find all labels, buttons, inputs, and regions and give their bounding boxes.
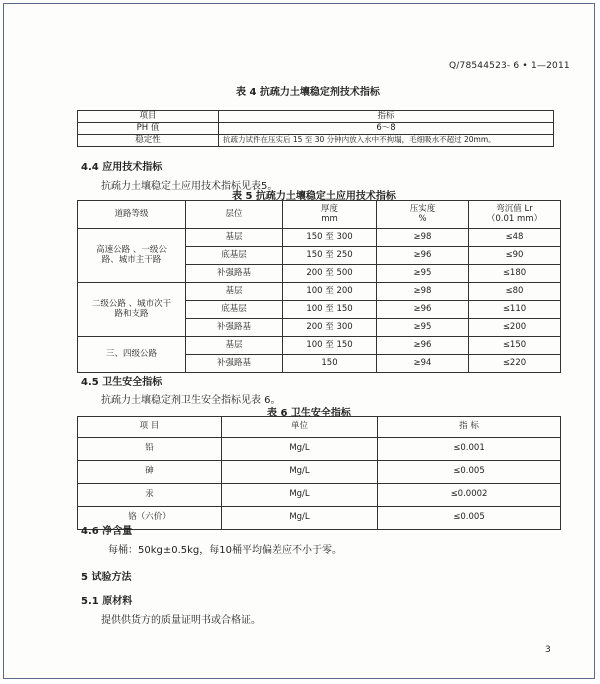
- section-4-5-text: 抗疏力土壤稳定剂卫生安全指标见表 6。: [101, 395, 281, 406]
- table-cell: 150 至 250: [283, 247, 377, 265]
- table-cell: 砷: [78, 461, 222, 484]
- table-cell: ≤110: [469, 301, 561, 319]
- table-cell: ≥98: [377, 229, 469, 247]
- section-4-4-text: 抗疏力土壤稳定土应用技术指标见表5。: [101, 181, 278, 192]
- table4-caption: 表 4 抗疏力土壤稳定剂技术指标: [236, 87, 380, 98]
- table-header-cell: 层位: [186, 201, 283, 229]
- table-row: [78, 135, 554, 147]
- table-header-cell: 项 目: [78, 417, 222, 438]
- table-header-cell: 道路等级: [78, 201, 186, 229]
- road-grade-cell: 三、四级公路: [78, 337, 186, 373]
- table-cell: Mg/L: [222, 507, 378, 530]
- table-cell: Mg/L: [222, 484, 378, 507]
- road-grade-cell: 二级公路 、城市次干路和支路: [78, 283, 186, 337]
- section-4-6-heading: 4.6 净含量: [81, 526, 133, 537]
- table-cell: 基层: [186, 229, 283, 247]
- table-cell: 铅: [78, 438, 222, 461]
- table-cell: ≤0.0002: [378, 484, 561, 507]
- section-4-6-text: 每桶：50kg±0.5kg，每10桶平均偏差应不小于零。: [108, 545, 343, 556]
- table-cell: ≤48: [469, 229, 561, 247]
- header-compaction: 压实度: [409, 203, 436, 214]
- table-cell: 底基层: [186, 301, 283, 319]
- table-cell: 补强路基: [186, 355, 283, 373]
- table-row: [78, 461, 561, 484]
- table-cell: 补强路基: [186, 265, 283, 283]
- table-cell: 200 至 500: [283, 265, 377, 283]
- table-cell: 150 至 300: [283, 229, 377, 247]
- table-cell: 6～8: [219, 123, 554, 135]
- table-row: [78, 438, 561, 461]
- header-deflection: 弯沉值 Lr: [496, 203, 533, 214]
- table-cell: 150: [283, 355, 377, 373]
- table-cell: 200 至 300: [283, 319, 377, 337]
- header-compaction-unit: %: [418, 213, 427, 224]
- table-header-cell: [469, 201, 561, 229]
- table-row: [78, 507, 561, 530]
- table-cell: ≤80: [469, 283, 561, 301]
- section-5-heading: 5 试验方法: [81, 572, 132, 583]
- road-grade-cell: 高速公路 、一级公路、城市主干路: [78, 229, 186, 283]
- section-4-5-heading: 4.5 卫生安全指标: [81, 377, 163, 388]
- table-header-cell: 指标: [219, 111, 554, 123]
- section-4-4-heading: 4.4 应用技术指标: [81, 162, 163, 173]
- table-cell: ≥95: [377, 319, 469, 337]
- header-deflection-unit: （0.01 mm）: [486, 213, 543, 224]
- table-cell: 基层: [186, 337, 283, 355]
- table-cell: 补强路基: [186, 319, 283, 337]
- document-page: [3, 3, 595, 679]
- table-cell: PH 值: [78, 123, 219, 135]
- section-5-1-text: 提供供货方的质量证明书或合格证。: [101, 615, 261, 626]
- table-header-row: [78, 417, 561, 438]
- table-cell: 抗疏力试件在压实后 15 至 30 分钟内放入水中不拘塌，毛细吸水不超过 20mm。: [219, 135, 554, 147]
- table-row: [78, 123, 554, 135]
- table-row: [78, 337, 561, 355]
- table-cell: 100 至 150: [283, 301, 377, 319]
- table-cell: ≥94: [377, 355, 469, 373]
- table-cell: Mg/L: [222, 461, 378, 484]
- table-cell: ≥98: [377, 283, 469, 301]
- table-cell: ≤90: [469, 247, 561, 265]
- table-header-row: [78, 201, 561, 229]
- table-cell: ≥96: [377, 301, 469, 319]
- table6: [77, 416, 561, 530]
- table-cell: ≤0.001: [378, 438, 561, 461]
- document-id: Q/78544523- 6 • 1—2011: [449, 61, 570, 71]
- table-cell: ≥95: [377, 265, 469, 283]
- table-cell: 稳定性: [78, 135, 219, 147]
- table-header-cell: 指 标: [378, 417, 561, 438]
- table6-caption: 表 6 卫生安全指标: [267, 408, 351, 419]
- table-cell: ≥96: [377, 337, 469, 355]
- header-thickness: 厚度: [320, 203, 338, 214]
- section-5-1-heading: 5.1 原材料: [81, 596, 133, 607]
- table-cell: 100 至 150: [283, 337, 377, 355]
- page-number: 3: [545, 645, 551, 655]
- table-cell: ≤0.005: [378, 507, 561, 530]
- table-cell: Mg/L: [222, 438, 378, 461]
- table-cell: ≤200: [469, 319, 561, 337]
- table-cell: 100 至 200: [283, 283, 377, 301]
- table-cell: ≤150: [469, 337, 561, 355]
- table-cell: 铬（六价）: [78, 507, 222, 530]
- table-row: [78, 283, 561, 301]
- table4: [77, 110, 554, 147]
- table-header-cell: 项目: [78, 111, 219, 123]
- table5: [77, 200, 561, 373]
- table-cell: ≤180: [469, 265, 561, 283]
- table-header-cell: [283, 201, 377, 229]
- table-cell: 汞: [78, 484, 222, 507]
- table-row: [78, 484, 561, 507]
- table-header-row: [78, 111, 554, 123]
- table-row: [78, 229, 561, 247]
- header-thickness-unit: mm: [321, 213, 338, 224]
- table-header-cell: 单位: [222, 417, 378, 438]
- table-cell: ≥96: [377, 247, 469, 265]
- table5-caption: 表 5 抗疏力土壤稳定土应用技术指标: [232, 191, 396, 202]
- table-cell: ≤220: [469, 355, 561, 373]
- table-cell: 基层: [186, 283, 283, 301]
- table-header-cell: [377, 201, 469, 229]
- table5-body: [78, 229, 561, 373]
- table-cell: 底基层: [186, 247, 283, 265]
- table-cell: ≤0.005: [378, 461, 561, 484]
